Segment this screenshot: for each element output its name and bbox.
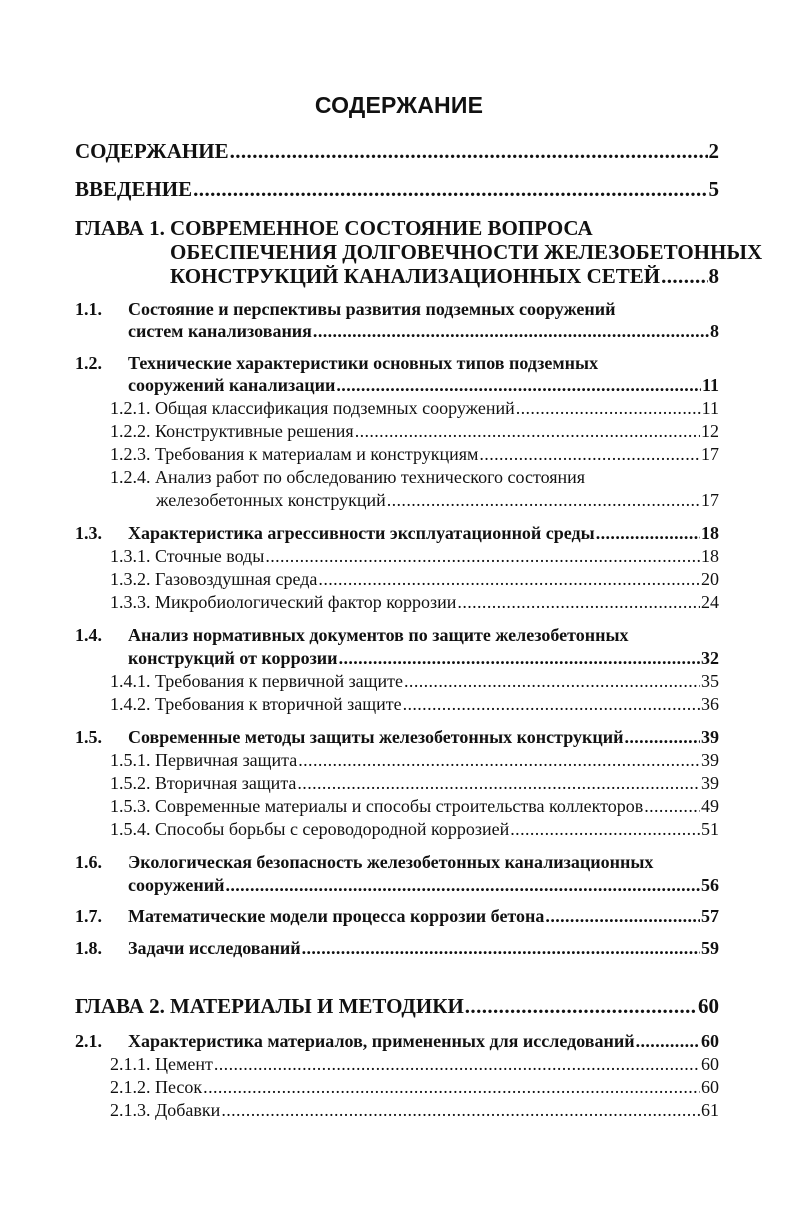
toc-entry-text: 1.2.2. Конструктивные решения <box>110 421 354 441</box>
dot-leader <box>404 670 700 692</box>
toc-page-number: 60 <box>701 1054 719 1074</box>
toc-entry-text: систем канализования <box>128 321 312 341</box>
toc-page-number: 39 <box>701 750 719 770</box>
toc-entry-1-2-3[interactable] <box>110 443 719 465</box>
toc-entry-1-3[interactable] <box>128 522 719 544</box>
section-number: 1.1. <box>75 299 102 319</box>
toc-page-number: 36 <box>701 694 719 714</box>
section-1-2-4-title-line1: 1.2.4. Анализ работ по обследованию технического состояния <box>110 467 586 487</box>
section-number: 1.7. <box>75 906 102 926</box>
section-number: 1.4. <box>75 625 102 645</box>
chapter2-label: ГЛАВА 2. <box>75 994 165 1018</box>
toc-entry-1-6[interactable] <box>128 874 719 896</box>
toc-entry-2-1[interactable] <box>128 1030 719 1052</box>
chapter1-title-line2: ОБЕСПЕЧЕНИЯ ДОЛГОВЕЧНОСТИ ЖЕЛЕЗОБЕТОННЫХ <box>170 240 763 264</box>
toc-page-number: 57 <box>701 906 719 926</box>
dot-leader <box>644 795 700 817</box>
toc-entry-1-7[interactable] <box>128 905 719 927</box>
toc-page-number: 2 <box>708 139 719 163</box>
toc-entry-1-2-1[interactable] <box>110 397 719 419</box>
toc-page-number: 60 <box>698 994 719 1018</box>
toc-entry-text: 1.5.1. Первичная защита <box>110 750 298 770</box>
toc-page-number: 20 <box>701 569 719 589</box>
dot-leader <box>403 693 700 715</box>
toc-entry-text: СОДЕРЖАНИЕ <box>75 139 229 163</box>
dot-leader <box>302 937 700 959</box>
toc-page-number: 49 <box>701 796 719 816</box>
toc-entry-1-2-2[interactable] <box>110 420 719 442</box>
toc-entry-text: 2.1.1. Цемент <box>110 1054 213 1074</box>
dot-leader <box>465 995 697 1017</box>
toc-page-number: 59 <box>701 938 719 958</box>
section-number: 1.3. <box>75 523 102 543</box>
toc-page-number: 5 <box>708 177 719 201</box>
toc-entry-1-3-2[interactable] <box>110 568 719 590</box>
toc-entry-1-1[interactable] <box>128 320 719 342</box>
toc-entry-1-2[interactable] <box>128 374 719 396</box>
dot-leader <box>339 647 700 669</box>
section-number: 1.2. <box>75 353 102 373</box>
toc-entry-1-5-1[interactable] <box>110 749 719 771</box>
toc-page-number: 60 <box>701 1031 719 1051</box>
toc-entry-text: 1.2.1. Общая классификация подземных сооружений <box>110 398 515 418</box>
toc-entry-1-2-4[interactable] <box>156 489 719 511</box>
dot-leader <box>457 591 700 613</box>
toc-page-number: 60 <box>701 1077 719 1097</box>
toc-page-number: 11 <box>701 375 719 395</box>
toc-entry-text: 1.4.2. Требования к вторичной защите <box>110 694 402 714</box>
dot-leader <box>313 320 709 342</box>
dot-leader <box>510 818 700 840</box>
section-1-4-title-line1: Анализ нормативных документов по защите железобетонных <box>128 625 629 645</box>
toc-page-number: 8 <box>710 321 719 341</box>
dot-leader <box>298 749 700 771</box>
toc-page-number: 35 <box>701 671 719 691</box>
toc-page-number: 39 <box>701 727 719 747</box>
toc-entry-text: сооружений <box>128 875 225 895</box>
toc-entry-text: Характеристика агрессивности эксплуатационной среды <box>128 523 595 543</box>
toc-page-number: 61 <box>701 1100 719 1120</box>
dot-leader <box>230 140 708 162</box>
toc-entry-2-1-3[interactable] <box>110 1099 719 1121</box>
toc-entry-contents[interactable] <box>75 140 719 162</box>
toc-entry-1-4-2[interactable] <box>110 693 719 715</box>
dot-leader <box>318 568 700 590</box>
toc-page-number: 32 <box>701 648 719 668</box>
toc-entry-1-5-2[interactable] <box>110 772 719 794</box>
toc-page-number: 24 <box>701 592 719 612</box>
toc-entry-text: 2.1.3. Добавки <box>110 1100 221 1120</box>
toc-page-number: 8 <box>708 264 719 288</box>
toc-entry-text: ВВЕДЕНИЕ <box>75 177 193 201</box>
toc-entry-chapter2[interactable] <box>170 995 719 1017</box>
dot-leader <box>221 1099 700 1121</box>
toc-entry-text: 1.5.3. Современные материалы и способы строительства коллекторов <box>110 796 644 816</box>
dot-leader <box>193 178 707 200</box>
toc-entry-1-3-3[interactable] <box>110 591 719 613</box>
dot-leader <box>297 772 700 794</box>
dot-leader <box>225 874 700 896</box>
toc-entry-1-5[interactable] <box>128 726 719 748</box>
toc-entry-1-3-1[interactable] <box>110 545 719 567</box>
dot-leader <box>661 265 707 287</box>
toc-entry-2-1-1[interactable] <box>110 1053 719 1075</box>
toc-page-number: 17 <box>701 490 719 510</box>
toc-entry-1-4-1[interactable] <box>110 670 719 692</box>
toc-page-number: 12 <box>701 421 719 441</box>
dot-leader <box>387 489 700 511</box>
dot-leader <box>265 545 700 567</box>
section-number: 2.1. <box>75 1031 102 1051</box>
toc-entry-2-1-2[interactable] <box>110 1076 719 1098</box>
dot-leader <box>545 905 700 927</box>
toc-entry-text: 1.4.1. Требования к первичной защите <box>110 671 404 691</box>
section-1-1-title-line1: Состояние и перспективы развития подземных сооружений <box>128 299 616 319</box>
toc-entry-introduction[interactable] <box>75 178 719 200</box>
section-1-2-title-line1: Технические характеристики основных типов подземных <box>128 353 599 373</box>
toc-entry-text: сооружений канализации <box>128 375 336 395</box>
section-number: 1.8. <box>75 938 102 958</box>
toc-page-number: 51 <box>701 819 719 839</box>
toc-page-number: 17 <box>701 444 719 464</box>
chapter1-label: ГЛАВА 1. <box>75 216 165 240</box>
toc-entry-text: 1.3.3. Микробиологический фактор коррозии <box>110 592 457 612</box>
toc-entry-text: 1.2.3. Требования к материалам и конструкциям <box>110 444 479 464</box>
toc-entry-chapter1[interactable] <box>170 265 719 287</box>
dot-leader <box>336 374 701 396</box>
toc-entry-text: Задачи исследований <box>128 938 301 958</box>
toc-entry-text: 2.1.2. Песок <box>110 1077 203 1097</box>
chapter1-title-line1: СОВРЕМЕННОЕ СОСТОЯНИЕ ВОПРОСА <box>170 216 593 240</box>
toc-entry-text: Математические модели процесса коррозии бетона <box>128 906 545 926</box>
dot-leader <box>624 726 700 748</box>
section-number: 1.6. <box>75 852 102 872</box>
chapter1-title-line3: КОНСТРУКЦИЙ КАНАЛИЗАЦИОННЫХ СЕТЕЙ <box>170 264 661 288</box>
dot-leader <box>596 522 700 544</box>
toc-entry-text: Современные методы защиты железобетонных конструкций <box>128 727 624 747</box>
dot-leader <box>636 1030 700 1052</box>
toc-entry-text: Характеристика материалов, примененных для исследований <box>128 1031 635 1051</box>
toc-page-number: 18 <box>701 546 719 566</box>
dot-leader <box>516 397 701 419</box>
toc-page-number: 11 <box>701 398 719 418</box>
dot-leader <box>355 420 700 442</box>
toc-page-number: 18 <box>701 523 719 543</box>
page-title: СОДЕРЖАНИЕ <box>314 92 484 118</box>
toc-entry-1-5-4[interactable] <box>110 818 719 840</box>
toc-entry-text: 1.5.4. Способы борьбы с сероводородной коррозией <box>110 819 510 839</box>
section-1-6-title-line1: Экологическая безопасность железобетонных канализационных <box>128 852 654 872</box>
toc-entry-1-4[interactable] <box>128 647 719 669</box>
toc-entry-text: 1.5.2. Вторичная защита <box>110 773 297 793</box>
dot-leader <box>203 1076 700 1098</box>
toc-page-number: 56 <box>701 875 719 895</box>
toc-entry-text: конструкций от коррозии <box>128 648 338 668</box>
toc-entry-1-8[interactable] <box>128 937 719 959</box>
section-number: 1.5. <box>75 727 102 747</box>
toc-entry-text: 1.3.2. Газовоздушная среда <box>110 569 318 589</box>
toc-page-number: 39 <box>701 773 719 793</box>
dot-leader <box>479 443 700 465</box>
toc-entry-text: железобетонных конструкций <box>156 490 386 510</box>
chapter2-title: МАТЕРИАЛЫ И МЕТОДИКИ <box>170 994 464 1018</box>
toc-entry-1-5-3[interactable] <box>110 795 719 817</box>
dot-leader <box>214 1053 700 1075</box>
toc-entry-text: 1.3.1. Сточные воды <box>110 546 265 566</box>
